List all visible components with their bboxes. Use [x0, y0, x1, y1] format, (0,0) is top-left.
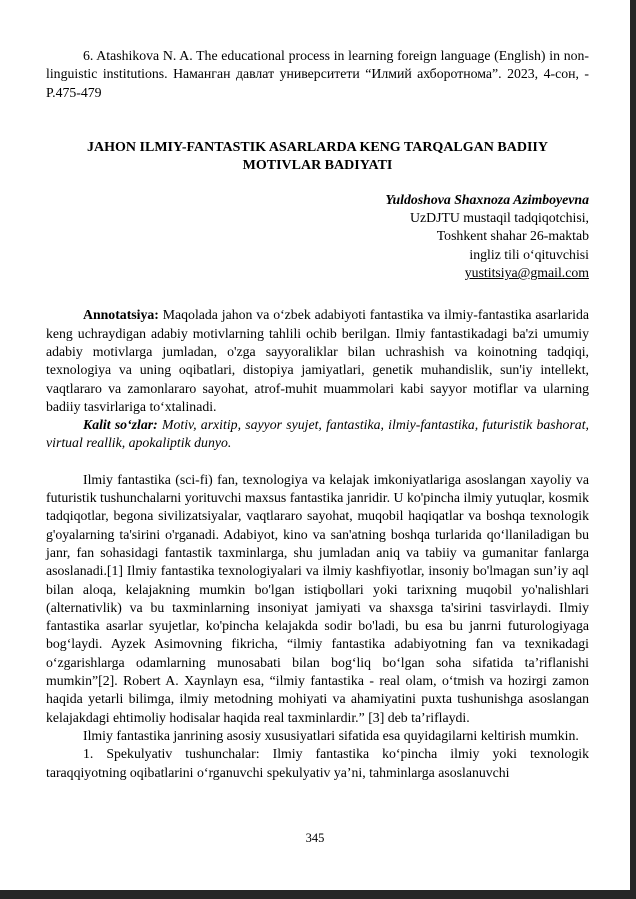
keywords-text: Motiv, arxitip, sayyor syujet, fantastika, ilmiy-fantastika, futuristik bashorat, virtual reallik, apokaliptik dunyo. — [46, 417, 589, 451]
article-title: JAHON ILMIY-FANTASTIK ASARLARDA KENG TARQALGAN BADIIY MOTIVLAR BADIYATI — [87, 139, 548, 174]
author-affiliation-line-3: ingliz tili o‘qituvchisi — [469, 246, 589, 262]
abstract-paragraph — [46, 306, 589, 416]
keywords-paragraph — [46, 416, 589, 453]
keywords-label: Kalit so‘zlar: — [83, 417, 158, 433]
abstract-text: Maqolada jahon va o‘zbek adabiyoti fantastika va ilmiy-fantastika asarlarida keng uchraydigan adabiy motivlarning tahlili ochib berilgan. Ilmiy fantastikadagi ba'zi umumiy adabiy motivlarga jumladan, o'zga sayyoraliklar bilan uchrashish va koinotning tadqiqi, texnologiya va uning oqibatlari, distopiya jamiyatlari, genetik muhandislik, sun'iy intellekt, vaqtlararo va zamonlararo sayohat, atrof-muhit muammolari kabi sayyor motiflar va ularning badiiy tasvirlariga to‘xtalinadi. — [46, 307, 589, 414]
author-email-link[interactable]: yustitsiya@gmail.com — [464, 265, 589, 281]
reference-entry: 6. Atashikova N. A. The educational process in learning foreign language (English) in non-linguistic institutions. Наманган давлат университети “Илмий ахборотнома”. 2023, 4-сон, -P.475-479 — [46, 48, 589, 100]
abstract-label: Annotatsiya: — [83, 307, 159, 323]
author-affiliation-line-2: Toshkent shahar 26-maktab — [436, 228, 589, 244]
author-affiliation-line-1: UzDJTU mustaqil tadqiqotchisi, — [410, 210, 589, 226]
body-paragraph-1: Ilmiy fantastika (sci-fi) fan, texnologiya va kelajak imkoniyatlariga asoslangan xayoliy va futuristik tushunchalarni yorituvchi maxsus fantastika janridir. U ko'pincha ilmiy yutuqlar, kosmik tadqiqotlar, begona sivilizatsiyalar, vaqtlararo sayohat, muqobil haqiqatlar va boshqa texnologik g'oyalarning ta'sirini o'rganadi. Adabiyot, kino va san'atning boshqa turlarida qo‘llaniladigan bu janr, fan sohasidagi fantastik taxminlarga, shu jumladan aniq va tabiiy va gumanitar fanlarga asoslanadi.[1] Ilmiy fantastika texnologiyalari va ilmiy kashfiyotlar, insoniy bo'lmagan sun’iy aql bilan aloqa, kelajakning mumkin bo'lgan istiqbollari yoki tarixning muqobil yo'nalishlari (alternativlik) va bu taxminlarning insoniyat jamiyati va shaxsga ta'sirini tasvirlaydi. Ilmiy fantastika asarlar syujetlar, ko'pincha kelajakda sodir bo'ladi, bu esa bu janrni futurologiyaga bog‘laydi. Ayzek Asimovning fikricha, “ilmiy fantastika adabiyotning fan va texnikadagi o‘zgarishlarga odamlarning munosabati bilan bog‘liq bo‘lgan soha sifatida ta’riflanishi mumkin”[2]. Robert A. Xaynlayn esa, “ilmiy fantastika - real olam, o‘tmish va hozirgi zamon haqida yetarli bilimga, ilmiy metodning mohiyati va ahamiyatini puxta tushunishga asoslangan kelajakdagi ehtimoliy hodisalar haqida real taxminlardir.” [3] deb ta’riflaydi. — [46, 471, 589, 725]
body-paragraph-2: Ilmiy fantastika janrining asosiy xususiyatlari sifatida esa quyidagilarni keltirish mumkin. — [83, 727, 579, 743]
author-block — [46, 191, 589, 282]
article-body — [46, 471, 589, 782]
page-number: 345 — [305, 831, 325, 845]
body-paragraph-3: 1. Spekulyativ tushunchalar: Ilmiy fantastika ko‘pincha ilmiy yoki texnologik taraqqiyotning oqibatlarini o‘rganuvchi spekulyativ ya’ni, tahminlarga asoslanuvchi — [46, 746, 589, 780]
author-name: Yuldoshova Shaxnoza Azimboyevna — [385, 191, 589, 207]
